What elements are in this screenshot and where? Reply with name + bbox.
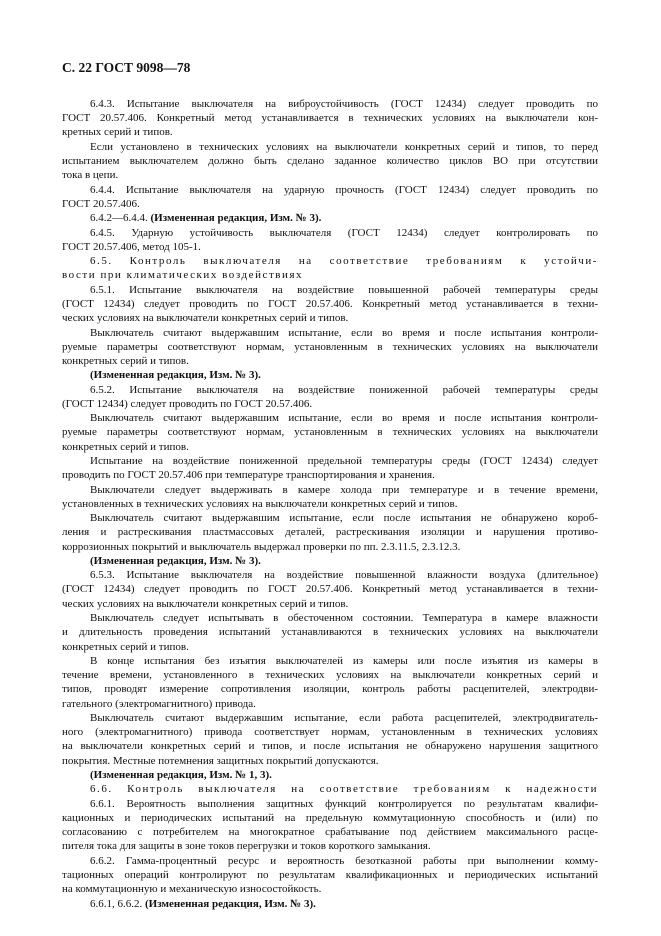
text-line: [90, 483, 598, 497]
line-text: ГОСТ 20.57.406, метод 105-1.: [62, 241, 201, 253]
text-line: [62, 640, 598, 654]
line-text: ческих условиях на выключатели конкретных серий и типов.: [62, 598, 349, 610]
text-line: [62, 497, 598, 511]
text-line: [62, 297, 598, 311]
line-text: тока в цепи.: [62, 169, 119, 181]
line-text: на выключатели конкретных серий и типов, и после испытания не обнаружено нарушения защитного: [62, 740, 598, 752]
revision-note: (Измененная редакция, Изм. № 3).: [145, 898, 316, 910]
text-line: [90, 411, 598, 425]
text-line: [90, 711, 598, 725]
line-text: испытанием выключателем должно быть сделано заданное количество циклов ВО при отсутствии: [62, 155, 598, 167]
text-line: [62, 754, 598, 768]
line-text: (ГОСТ 12434) следует проводить по ГОСТ 20.57.406.: [62, 398, 313, 410]
line-text: 6.6.1. Вероятность выполнения защитных функций контролируется по результатам квалифи-: [90, 798, 598, 810]
text-line: [62, 839, 598, 853]
revision-note: (Измененная редакция, Изм. № 3).: [90, 555, 261, 567]
line-text: 6.4.5. Ударную устойчивость выключателя (ГОСТ 12434) следует контролировать по: [90, 227, 598, 239]
text-line: [62, 882, 598, 896]
text-line: [62, 725, 598, 739]
line-text: Выключатель считают выдержавшим испытание, если во время и после испытания контроли-: [90, 327, 598, 339]
text-line: [90, 568, 598, 582]
text-line: [62, 440, 598, 454]
line-text: Выключатель считают выдержавшим испытание, если работа расцепителей, электродвигатель-: [90, 712, 598, 724]
line-text: пителя тока для защиты в зоне токов перегрузки и токов короткого замыкания.: [62, 840, 431, 852]
text-line: [62, 625, 598, 639]
text-line: [90, 782, 598, 796]
text-line: [62, 240, 598, 254]
line-text: 6.6. Контроль выключателя на соответствие требованиям к надежности: [90, 783, 598, 795]
text-line: [62, 697, 598, 711]
text-line: [90, 768, 598, 782]
text-line: [62, 340, 598, 354]
text-line: [62, 425, 598, 439]
line-text: ления и растрескивания пластмассовых деталей, растрескивания изоляции и нарушения противо-: [62, 526, 598, 538]
line-text: Испытание на воздействие пониженной предельной температуры среды (ГОСТ 12434) следует: [90, 455, 598, 467]
line-text: установленных в технических условиях на выключатели конкретных серий и типов.: [62, 498, 458, 510]
line-text: Выключатель следует испытывать в обесточенном состоянии. Температура в камере влажности: [90, 612, 598, 624]
line-text: Выключатель считают выдержавшим испытание, если после испытания не обнаружено короб-: [90, 512, 598, 524]
text-line: [90, 611, 598, 625]
page-header: С. 22 ГОСТ 9098—78: [62, 60, 191, 75]
line-text: вости при климатических воздействиях: [62, 269, 304, 281]
text-line: [62, 668, 598, 682]
text-line: [62, 125, 598, 139]
line-text: кретных серий и типов.: [62, 126, 173, 138]
text-line: [62, 311, 598, 325]
text-line: [90, 797, 598, 811]
text-line: [90, 454, 598, 468]
line-text: Если установлено в технических условиях на выключатели конкретных серий и типов, то перед: [90, 141, 598, 153]
line-text: коррозионных покрытий и выключатель выдержал проверки по пп. 2.3.11.5, 2.3.12.3.: [62, 541, 461, 553]
text-line: [62, 868, 598, 882]
text-line: [90, 226, 598, 240]
text-line: [90, 326, 598, 340]
text-line: [62, 154, 598, 168]
line-text: на коммутационную и механическую износостойкость.: [62, 883, 322, 895]
revision-note: (Измененная редакция, Изм. № 3).: [150, 212, 322, 224]
text-line: [90, 140, 598, 154]
text-line: [62, 354, 598, 368]
text-line: [90, 97, 598, 111]
revision-note: (Измененная редакция, Изм. № 3).: [90, 369, 261, 381]
text-line: [62, 739, 598, 753]
line-text: конкретных серий и типов.: [62, 355, 189, 367]
line-text: руемые параметры соответствуют нормам, установленным в технических условиях на выключатели: [62, 426, 598, 438]
text-line: [90, 183, 598, 197]
line-text: Выключатель считают выдержавшим испытание, если во время и после испытания контроли-: [90, 412, 598, 424]
line-text: 6.4.4. Испытание выключателя на ударную прочность (ГОСТ 12434) следует проводить по: [90, 184, 598, 196]
line-text: покрытия. Местные потемнения защитных покрытий допускаются.: [62, 755, 379, 767]
text-line: [62, 682, 598, 696]
line-text: 6.4.3. Испытание выключателя на виброустойчивость (ГОСТ 12434) следует проводить по: [90, 98, 598, 110]
line-text: ГОСТ 20.57.406. Конкретный метод устанавливается в технических условиях на выключатели кон-: [62, 112, 598, 124]
text-line: [90, 854, 598, 868]
text-line: [62, 540, 598, 554]
text-line: [90, 383, 598, 397]
line-text: кационных и периодических испытаний на предельную коммутационную способность и (или) по: [62, 812, 598, 824]
line-text: (ГОСТ 12434) следует проводить по ГОСТ 20.57.406. Конкретный метод устанавливается в техни-: [62, 583, 598, 595]
line-text: течение времени, установленного в технических условиях на выключатели конкретных серий и: [62, 669, 598, 681]
line-text: и длительность проведения испытаний устанавливаются в технических условиях на выключатели: [62, 626, 598, 638]
line-text: конкретных серий и типов.: [62, 441, 189, 453]
line-text: 6.5. Контроль выключателя на соответствие требованиям к устойчи-: [90, 255, 598, 267]
text-line: [90, 368, 598, 382]
text-line: [90, 554, 598, 568]
line-text: 6.6.1, 6.6.2.: [90, 898, 145, 910]
line-text: 6.5.3. Испытание выключателя на воздействие повышенной влажности воздуха (длительное): [90, 569, 598, 581]
line-text: гательного (электромагнитного) привода.: [62, 698, 256, 710]
line-text: 6.4.2—6.4.4.: [90, 212, 151, 224]
text-line: [62, 597, 598, 611]
text-line: [62, 825, 598, 839]
line-text: 6.5.2. Испытание выключателя на воздействие пониженной рабочей температуры среды: [90, 384, 598, 396]
line-text: (ГОСТ 12434) следует проводить по ГОСТ 20.57.406. Конкретный метод устанавливается в техни-: [62, 298, 598, 310]
text-line: [90, 211, 598, 225]
text-line: [62, 397, 598, 411]
line-text: конкретных серий и типов.: [62, 641, 189, 653]
line-text: 6.6.2. Гамма-процентный ресурс и вероятность безотказной работы при выполнении комму-: [90, 855, 598, 867]
line-text: согласованию с потребителем на многократное срабатывание под действием максимального расце-: [62, 826, 598, 838]
text-line: [90, 283, 598, 297]
line-text: ческих условиях на выключатели конкретных серий и типов.: [62, 312, 349, 324]
text-line: [62, 468, 598, 482]
text-line: [62, 168, 598, 182]
line-text: ного (электромагнитного) привода соответствует нормам, установленным в технических условиях: [62, 726, 598, 738]
line-text: проводить по ГОСТ 20.57.406 при температуре транспортирования и хранения.: [62, 469, 435, 481]
text-line: [90, 254, 598, 268]
revision-note: (Измененная редакция, Изм. № 1, 3).: [90, 769, 272, 781]
line-text: тационных операций контролируют по результатам квалификационных и периодических испытаний: [62, 869, 598, 881]
line-text: Выключатели следует выдерживать в камере холода при температуре и в течение времени,: [90, 484, 598, 496]
line-text: ГОСТ 20.57.406.: [62, 198, 140, 210]
text-line: [62, 268, 598, 282]
line-text: 6.5.1. Испытание выключателя на воздействие повышенной рабочей температуры среды: [90, 284, 598, 296]
text-line: [62, 811, 598, 825]
text-line: [90, 511, 598, 525]
text-line: [62, 197, 598, 211]
text-line: [90, 654, 598, 668]
line-text: типов, проводят измерение сопротивления изоляции, контроль работы расцепителей, электродви-: [62, 683, 598, 695]
line-text: В конце испытания без изъятия выключателей из камеры или после изъятия из камеры в: [90, 655, 598, 667]
text-line: [62, 582, 598, 596]
text-line: [62, 525, 598, 539]
text-line: [62, 111, 598, 125]
text-line: [90, 897, 598, 911]
line-text: руемые параметры соответствуют нормам, установленным в технических условиях на выключатели: [62, 341, 598, 353]
